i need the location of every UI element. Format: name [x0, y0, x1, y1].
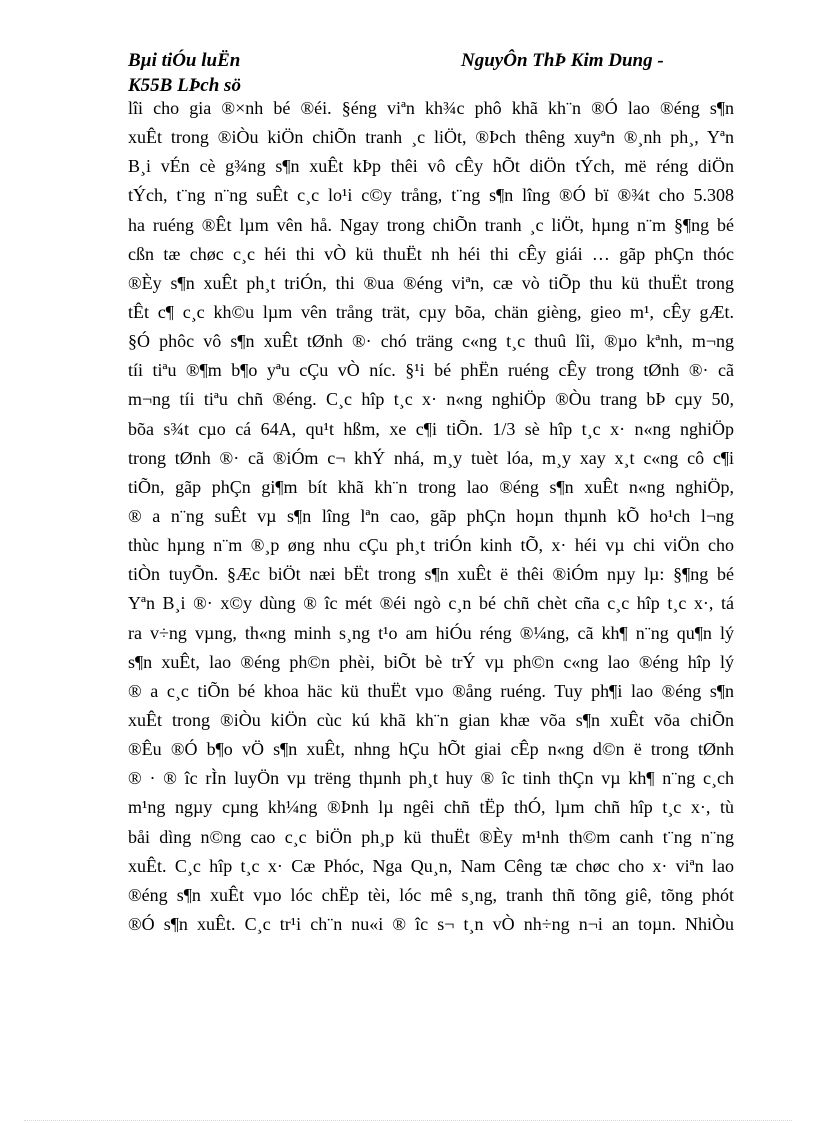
body-line: ra v÷ng vµng, th«ng minh s¸ng t¹o am hiÓu réng ®¼ng, cã kh¶ n¨ng qu¶n lý [128, 622, 734, 643]
body-line: lîi cho gia ®×nh bé ®éi. §éng viªn kh¾c phô khã kh¨n ®Ó lao ®éng s¶n [128, 98, 734, 118]
header-author-name: NguyÔn ThÞ Kim Dung - [461, 50, 664, 71]
body-line: ®Êu ®Ó b¶o vÖ s¶n xuÊt, nhng hÇu hÕt giai cÊp n«ng d©n ë trong tØnh [128, 739, 734, 760]
body-paragraph [128, 94, 734, 939]
body-line: m¬ng tíi tiªu chñ ®éng. C¸c hîp t¸c x· n«ng nghiÖp ®Òu trang bÞ cµy 50, [128, 389, 734, 410]
body-line: cßn tæ chøc c¸c héi thi vÒ kü thuËt nh héi thi cÊy giái … gãp phÇn thóc [128, 243, 734, 264]
body-line: thùc hµng n¨m ®¸p øng nhu cÇu ph¸t triÓn kinh tÕ, x· héi vµ chi viÖn cho [128, 535, 734, 556]
body-line: tÊt c¶ c¸c kh©u lµm vên trång trät, cµy bõa, chän gièng, gieo m¹, cÊy gÆt. [128, 301, 734, 322]
body-line: ® · ® îc rÌn luyÖn vµ trëng thµnh ph¸t huy ® îc tinh thÇn vµ kh¶ n¨ng c¸ch [128, 768, 734, 789]
body-line: Yªn B¸i ®· x©y dùng ® îc mét ®éi ngò c¸n bé chñ chèt cña c¸c hîp t¸c x·, tá [128, 593, 734, 614]
body-line: bõa s¾t cµo cá 64A, qu¹t hßm, xe c¶i tiÕn. 1/3 sè hîp t¸c x· n«ng nghiÖp [128, 418, 734, 439]
header-document-type: Bµi tiÓu luËn [128, 50, 241, 71]
body-line: ®Èy s¶n xuÊt ph¸t triÓn, thi ®ua ®éng viªn, cæ vò tiÕp thu kü thuËt trong [128, 272, 734, 293]
body-line: ®éng s¶n xuÊt vµo lóc chËp tèi, lóc mê s¸ng, tranh thñ tõng giê, tõng phót [128, 884, 734, 905]
body-line: m¹ng ngµy cµng kh¼ng ®Þnh lµ ngêi chñ tËp thÓ, lµm chñ hîp t¸c x·, tù [128, 797, 734, 818]
body-line: xuÊt trong ®iÒu kiÖn chiÕn tranh ¸c liÖt, ®Þch thêng xuyªn ®¸nh ph¸, Yªn [128, 127, 734, 148]
header-class-name: K55B LÞch sö [128, 75, 241, 96]
body-line: tiÕn, gãp phÇn gi¶m bít khã kh¨n trong lao ®éng s¶n xuÊt n«ng nghiÖp, [128, 476, 734, 497]
page-bottom-divider [24, 1120, 792, 1121]
body-line: trong tØnh ®· cã ®iÓm c¬ khÝ nhá, m¸y tuèt lóa, m¸y xay x¸t c«ng cô c¶i [128, 447, 734, 468]
body-line: s¶n xuÊt, lao ®éng ph©n phèi, biÕt bè trÝ vµ ph©n c«ng lao ®éng hîp lý [128, 651, 734, 672]
body-line: ha ruéng ®Êt lµm vên hå. Ngay trong chiÕn tranh ¸c liÖt, hµng n¨m §¶ng bé [128, 214, 734, 235]
body-line: tíi tiªu ®¶m b¶o yªu cÇu vÒ níc. §¹i bé phËn ruéng cÊy trong tØnh ®· cã [128, 360, 734, 381]
body-line: B¸i vÉn cè g¾ng s¶n xuÊt kÞp thêi vô cÊy hÕt diÖn tÝch, më réng diÖn [128, 156, 734, 177]
body-line: §Ó phôc vô s¶n xuÊt tØnh ®· chó träng c«ng t¸c thuû lîi, ®µo kªnh, m¬ng [128, 331, 734, 352]
body-line: ® a c¸c tiÕn bé khoa häc kü thuËt vµo ®ång ruéng. Tuy ph¶i lao ®éng s¶n [128, 680, 734, 701]
body-line: tiÒn tuyÕn. §Æc biÖt næi bËt trong s¶n xuÊt ë thêi ®iÓm nµy lµ: §¶ng bé [128, 564, 734, 585]
body-line: ®Ó s¶n xuÊt. C¸c tr¹i ch¨n nu«i ® îc s¬ t¸n vÒ nh÷ng n¬i an toµn. NhiÒu [128, 913, 734, 934]
body-line: xuÊt trong ®iÒu kiÖn cùc kú khã kh¨n gian khæ võa s¶n xuÊt võa chiÕn [128, 709, 734, 730]
body-line: tÝch, t¨ng n¨ng suÊt c¸c lo¹i c©y trång, t¨ng s¶n lîng ®Ó bï ®¾t cho 5.308 [128, 185, 734, 206]
body-line: båi dìng n©ng cao c¸c biÖn ph¸p kü thuËt ®Èy m¹nh th©m canh t¨ng n¨ng [128, 826, 734, 847]
body-line: xuÊt. C¸c hîp t¸c x· Cæ Phóc, Nga Qu¸n, Nam Cêng tæ chøc cho x· viªn lao [128, 855, 734, 876]
body-line: ® a n¨ng suÊt vµ s¶n lîng lªn cao, gãp phÇn hoµn thµnh kÕ ho¹ch l¬ng [128, 505, 734, 526]
